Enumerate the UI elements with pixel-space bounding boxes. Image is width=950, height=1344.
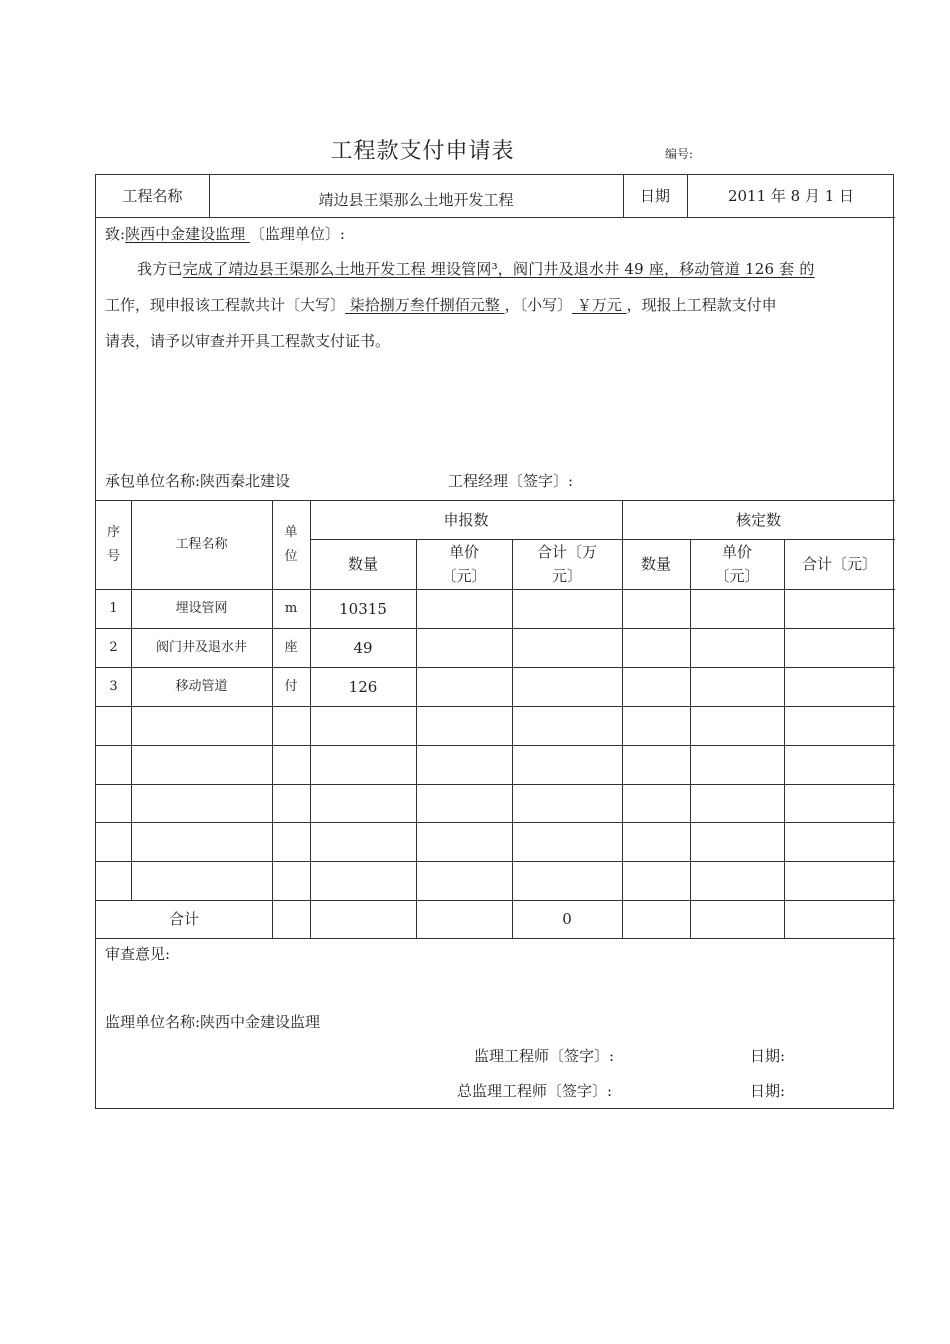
addressee-suffix: 〔监理单位〕:: [249, 225, 345, 243]
amount-in-figures: ￥万元: [572, 296, 627, 314]
date-value: 2011 年 8 月 1 日: [727, 187, 855, 205]
addressee-unit: 陕西中金建设监理: [125, 225, 250, 243]
project-name-label: 工程名称: [122, 187, 183, 205]
engineer-date-label: 日期:: [750, 1047, 786, 1065]
letter-paragraph-line-2: 工作，现申报该工程款共计〔大写〕 柒拾捌万叁仟捌佰元整 ，〔小写〕 ￥万元 ，现报上工程款支付申: [105, 296, 777, 314]
header-total-wan: 合计〔万 元〕: [536, 543, 597, 585]
row-1-qty: 10315: [339, 599, 387, 618]
row-1-name: 埋设管网: [175, 600, 228, 616]
letter-paragraph-line-1: 我方已完成了靖边县王渠那么土地开发工程 埋设管网³，阀门井及退水井 49 座，移动管道 126 套 的: [137, 260, 815, 278]
supervisor-unit-name: 监理单位名称:陕西中金建设监理: [105, 1013, 321, 1031]
chief-date-label: 日期:: [750, 1082, 786, 1100]
header-total-yuan: 合计〔元〕: [801, 555, 877, 573]
header-unit: 单 位: [284, 524, 298, 564]
form-title: 工程款支付申请表: [330, 139, 515, 164]
header-qty-approved: 数量: [640, 555, 671, 573]
row-2-name: 阀门井及退水井: [155, 639, 247, 655]
project-name-value: 靖边县王渠那么土地开发工程: [318, 191, 514, 209]
header-qty: 数量: [347, 555, 378, 573]
row-2-unit: 座: [284, 639, 298, 655]
row-2-seq: 2: [109, 639, 118, 655]
date-label: 日期: [639, 187, 670, 205]
row-1-unit: m: [284, 600, 298, 616]
letter-paragraph-line-3: 请表，请予以审查并开具工程款支付证书。: [105, 332, 391, 350]
header-seq: 序 号: [106, 524, 120, 564]
sum-label: 合计: [168, 910, 199, 928]
supervising-engineer-signature: 监理工程师〔签字〕:: [474, 1047, 615, 1065]
header-declared: 申报数: [443, 510, 489, 529]
row-3-qty: 126: [348, 677, 378, 696]
header-unit-price: 单价 〔元〕: [441, 543, 487, 585]
chief-engineer-signature: 总监理工程师〔签字〕:: [457, 1082, 613, 1100]
row-3-unit: 付: [284, 678, 298, 694]
header-unit-price-approved: 单价 〔元〕: [714, 543, 760, 585]
row-3-name: 移动管道: [175, 678, 228, 694]
sum-total-wan: 0: [562, 910, 572, 928]
header-item-name: 工程名称: [175, 536, 228, 552]
row-2-qty: 49: [353, 638, 373, 657]
amount-in-words: 柒拾捌万叁仟捌佰元整: [345, 296, 505, 314]
addressee-line: [105, 223, 345, 244]
review-opinion-label: 审查意见:: [105, 945, 171, 963]
serial-number-label: 编号:: [665, 147, 694, 161]
completed-work: 完成了靖边县王渠那么土地开发工程 埋设管网³，阀门井及退水井 49 座，移动管道 126 套 的: [182, 260, 815, 278]
row-3-seq: 3: [109, 678, 118, 694]
addressee-prefix: 致:: [105, 225, 126, 243]
contractor-name: 承包单位名称:陕西秦北建设: [105, 472, 291, 490]
form-frame: [95, 174, 894, 1109]
manager-signature-label: 工程经理〔签字〕:: [448, 472, 574, 490]
row-1-seq: 1: [109, 600, 118, 616]
header-approved: 核定数: [735, 510, 781, 529]
